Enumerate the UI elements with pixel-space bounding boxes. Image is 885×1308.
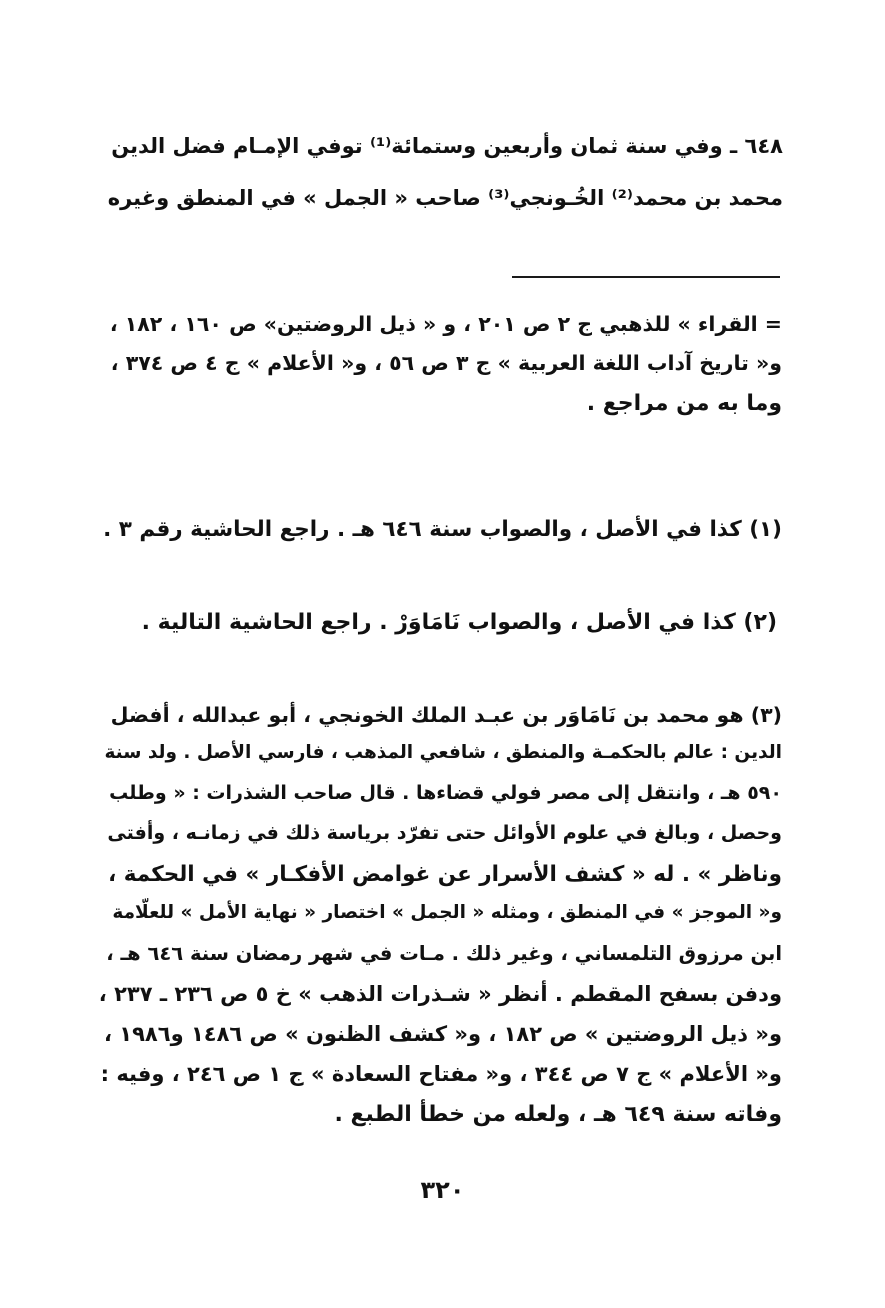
footnote-3-line: و« ذيل الروضتين » ص ١٨٢ ، و« كشف الظنون » ص ١٤٨٦ و١٩٨٦ ، (103, 1022, 782, 1046)
footnote-3-line: وحصل ، وبالغ في علوم الأوائل حتى تفرّد برياسة ذلك في زمانـه ، وأفتى (107, 822, 782, 844)
footnote-continuation-line: = القراء » للذهبي ج ٢ ص ٢٠١ ، و « ذيل الروضتين» ص ١٦٠ ، ١٨٢ ، (109, 312, 782, 336)
footnote-continuation-line: و« تاريخ آداب اللغة العربية » ج ٣ ص ٥٦ ، و« الأعلام » ج ٤ ص ٣٧٤ ، (110, 351, 782, 375)
main-text-line: ٦٤٨ ـ وفي سنة ثمان وأربعين وستمائة⁽¹⁾ توفي الإمـام فضل الدين (111, 134, 783, 158)
footnote-3-line: و« الأعلام » ج ٧ ص ٣٤٤ ، و« مفتاح السعادة » ج ١ ص ٢٤٦ ، وفيه : (100, 1062, 782, 1086)
footnote-3-line: الدين : عالم بالحكمـة والمنطق ، شافعي المذهب ، فارسي الأصل . ولد سنة (104, 742, 782, 763)
footnote-3-line: و« الموجز » في المنطق ، ومثله « الجمل » اختصار « نهاية الأمل » للعلّامة (112, 902, 782, 923)
footnote-3-line: ودفن بسفح المقطم . أنظر « شـذرات الذهب » خ ٥ ص ٢٣٦ ـ ٢٣٧ ، (98, 982, 782, 1006)
footnote-3-line: ٥٩٠ هـ ، وانتقل إلى مصر فولي قضاءها . قال صاحب الشذرات : « وطلب (109, 782, 782, 804)
footnote-1: (١) كذا في الأصل ، والصواب سنة ٦٤٦ هـ . راجع الحاشية رقم ٣ . (103, 517, 782, 542)
main-text-line: محمد بن محمد⁽²⁾ الخُـونجي⁽³⁾ صاحب « الجمل » في المنطق وغيره (107, 186, 783, 210)
footnote-2: (٢) كذا في الأصل ، والصواب نَامَاوَرْ . راجع الحاشية التالية . (141, 610, 777, 635)
footnote-continuation-line: وما به من مراجع . (586, 391, 782, 416)
footnote-separator (512, 276, 780, 278)
footnote-3-line: ابن مرزوق التلمساني ، وغير ذلك . مـات في شهر رمضان سنة ٦٤٦ هـ ، (106, 942, 782, 965)
footnote-3-line: وناظر » . له « كشف الأسرار عن غوامض الأفكـار » في الحكمة ، (108, 862, 782, 887)
footnote-3-line: (٣) هو محمد بن نَامَاوَر بن عبـد الملك الخونجي ، أبو عبدالله ، أفضل (110, 703, 782, 727)
page-number: ٣٢٠ (420, 1176, 465, 1204)
footnote-3-line: وفاته سنة ٦٤٩ هـ ، ولعله من خطأ الطبع . (334, 1102, 782, 1127)
